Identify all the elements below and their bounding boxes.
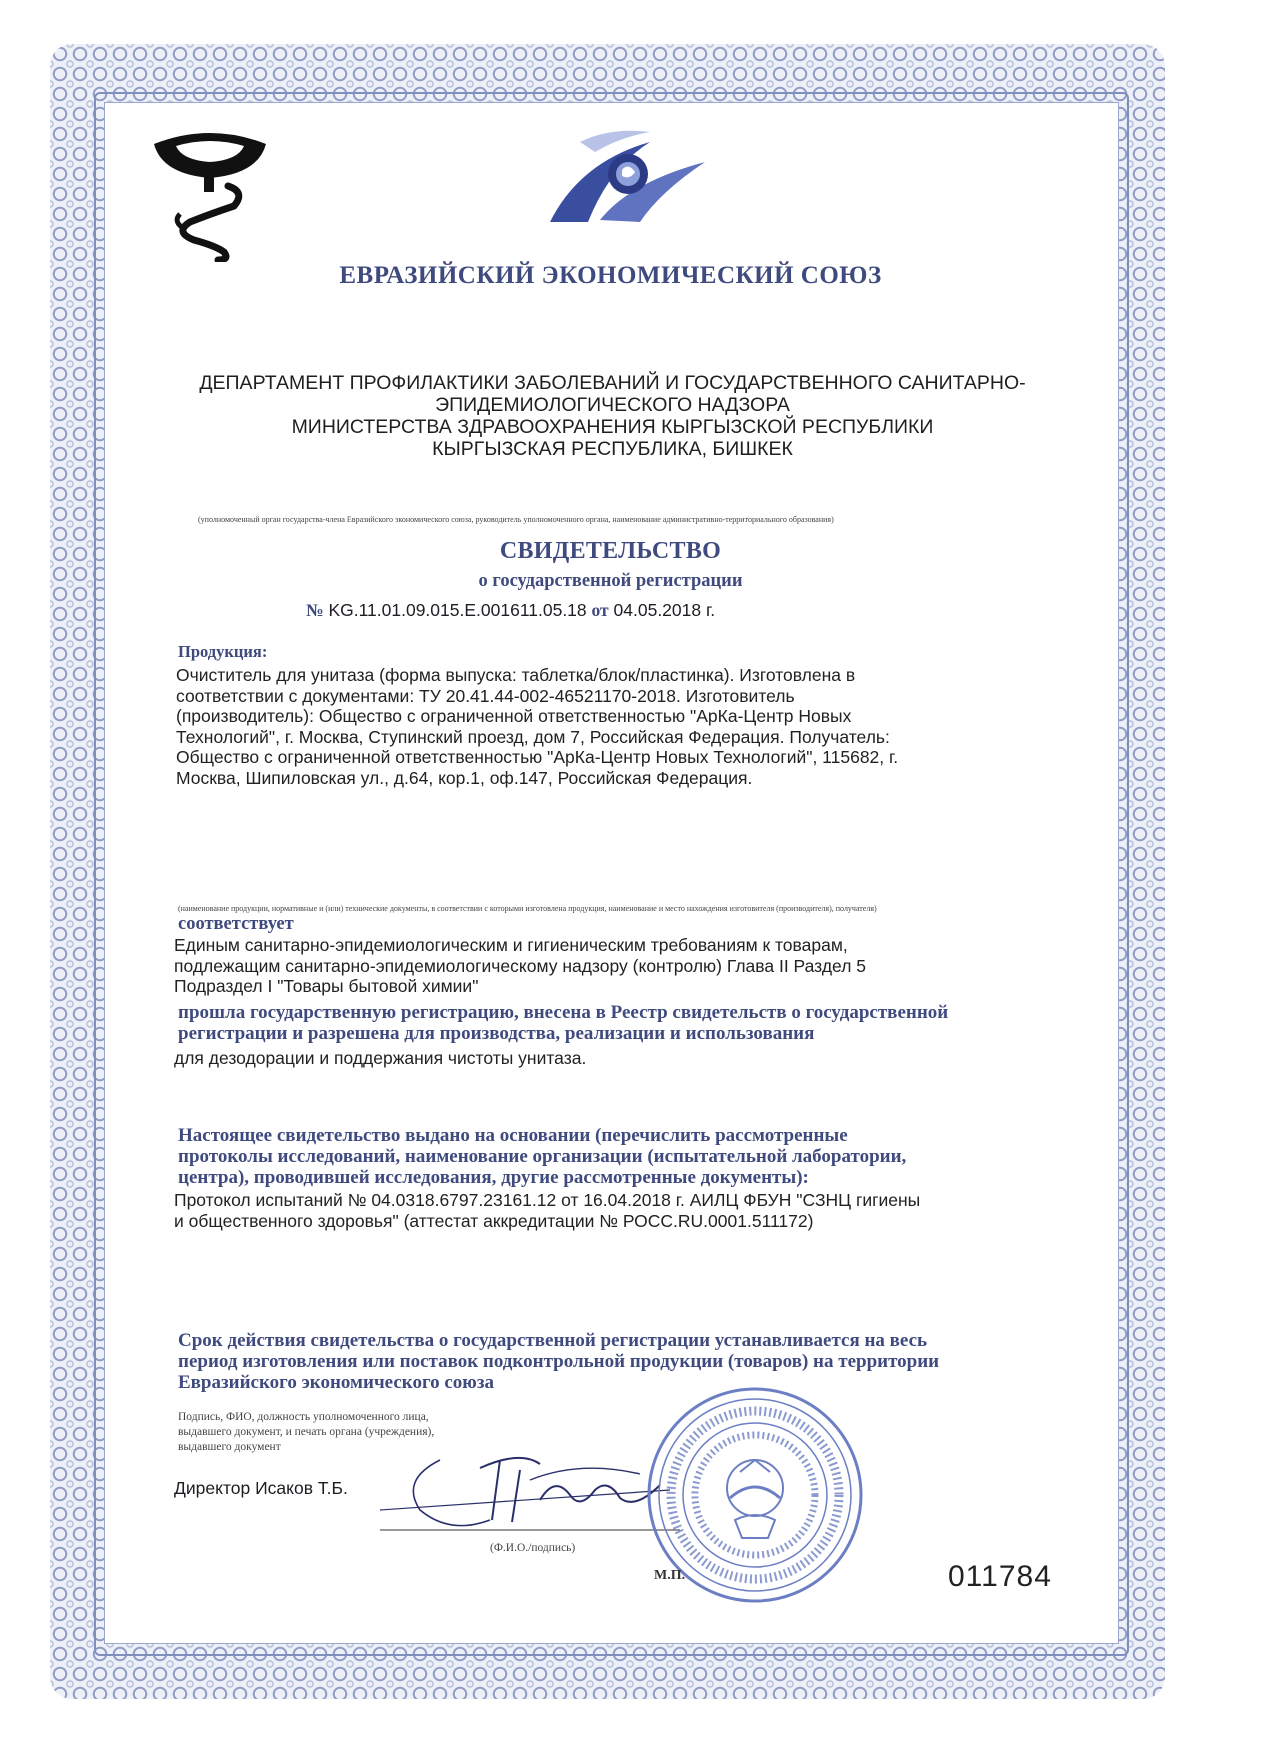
compliance-label: соответствует bbox=[178, 914, 294, 934]
department-block bbox=[140, 372, 1085, 460]
basis-statement bbox=[178, 1125, 906, 1188]
union-name: ЕВРАЗИЙСКИЙ ЭКОНОМИЧЕСКИЙ СОЮЗ bbox=[339, 262, 882, 289]
basis-line: протоколы исследований, наименование организации (испытательной лаборатории, bbox=[178, 1146, 907, 1167]
basis-line: центра), проводившей исследования, другие рассмотренные документы): bbox=[178, 1167, 809, 1188]
validity-line: Евразийского экономического союза bbox=[178, 1372, 494, 1393]
product-description bbox=[176, 665, 898, 788]
department-line: МИНИСТЕРСТВА ЗДРАВООХРАНЕНИЯ КЫРГЫЗСКОЙ РЕСПУБЛИКИ bbox=[291, 416, 934, 438]
certificate-title: СВИДЕТЕЛЬСТВО bbox=[499, 538, 722, 564]
product-line: Технологий", г. Москва, Ступинский проезд, дом 7, Российская Федерация. Получатель: bbox=[176, 726, 890, 747]
date-label: от bbox=[591, 600, 609, 620]
signature-caption-line: Подпись, ФИО, должность уполномоченного лица, bbox=[178, 1411, 429, 1423]
registration-statement bbox=[178, 1002, 948, 1044]
validity-line: Срок действия свидетельства о государственной регистрации устанавливается на весь bbox=[178, 1330, 928, 1351]
fio-caption: (Ф.И.О./подпись) bbox=[490, 1542, 576, 1554]
product-line: соответствии с документами: ТУ 20.41.44-002-46521170-2018. Изготовитель bbox=[176, 685, 795, 706]
compliance-text bbox=[174, 935, 866, 997]
product-line: (производитель): Общество с ограниченной ответственностью "АрКа-Центр Новых bbox=[176, 706, 852, 726]
registration-line: прошла государственную регистрацию, внесена в Реестр свидетельств о государственной bbox=[178, 1002, 949, 1023]
signer-name: Директор Исаков Т.Б. bbox=[174, 1478, 348, 1498]
certificate-date: 04.05.2018 г. bbox=[613, 600, 716, 620]
department-line: КЫРГЫЗСКАЯ РЕСПУБЛИКА, БИШКЕК bbox=[432, 438, 793, 460]
compliance-line: Подраздел I "Товары бытовой химии" bbox=[174, 976, 479, 996]
product-line: Очиститель для унитаза (форма выпуска: таблетка/блок/пластинка). Изготовлена в bbox=[176, 665, 856, 685]
certificate-number: KG.11.01.09.015.Е.001611.05.18 bbox=[328, 600, 587, 620]
compliance-line: Единым санитарно-эпидемиологическим и гигиеническим требованиям к товарам, bbox=[174, 935, 848, 955]
validity-line: период изготовления или поставок подконтрольной продукции (товаров) на территории bbox=[178, 1351, 940, 1372]
product-line: Москва, Шипиловская ул., д.64, кор.1, оф.147, Российская Федерация. bbox=[176, 767, 753, 788]
compliance-line: подлежащим санитарно-эпидемиологическому надзору (контролю) Глава II Раздел 5 bbox=[174, 955, 866, 976]
basis-document-line: Протокол испытаний № 04.0318.6797.23161.12 от 16.04.2018 г. АИЛЦ ФБУН "СЗНЦ гигиены bbox=[174, 1190, 921, 1210]
stamp-label: М.П. bbox=[654, 1568, 686, 1583]
department-caption: (уполномоченный орган государства-члена Евразийского экономического союза, руководитель уполномоченного органа, наименование административно-территориального образования) bbox=[198, 515, 834, 524]
number-label: № bbox=[306, 600, 324, 620]
signature-caption-line: выдавшего документ bbox=[178, 1441, 281, 1453]
department-line: ЭПИДЕМИОЛОГИЧЕСКОГО НАДЗОРА bbox=[435, 394, 790, 416]
department-line: ДЕПАРТАМЕНТ ПРОФИЛАКТИКИ ЗАБОЛЕВАНИЙ И ГОСУДАРСТВЕННОГО САНИТАРНО- bbox=[199, 372, 1026, 394]
basis-line: Настоящее свидетельство выдано на основании (перечислить рассмотренные bbox=[178, 1125, 848, 1146]
product-label: Продукция: bbox=[178, 642, 268, 661]
eaeu-logo bbox=[540, 122, 710, 232]
registration-line: регистрации и разрешена для производства, реализации и использования bbox=[178, 1023, 815, 1044]
product-caption: (наименование продукции, нормативные и (или) технические документы, в соответствии с которыми изготовлена продукция, наименование и место нахождения изготовителя (производителя), получателя) bbox=[178, 904, 877, 913]
signature-caption-line: выдавшего документ, и печать органа (учреждения), bbox=[178, 1426, 435, 1438]
basis-document-line: и общественного здоровья" (аттестат аккредитации № РОСС.RU.0001.511172) bbox=[174, 1210, 814, 1231]
registration-purpose: для дезодорации и поддержания чистоты унитаза. bbox=[174, 1048, 587, 1068]
product-line: Общество с ограниченной ответственностью "АрКа-Центр Новых Технологий", 115682, г. bbox=[176, 747, 899, 767]
certificate-number-line bbox=[306, 600, 715, 621]
serial-number: 011784 bbox=[948, 1560, 1052, 1593]
certificate-subtitle: о государственной регистрации bbox=[478, 571, 743, 591]
basis-documents bbox=[174, 1190, 920, 1231]
bowl-of-hygieia-emblem bbox=[150, 122, 270, 262]
